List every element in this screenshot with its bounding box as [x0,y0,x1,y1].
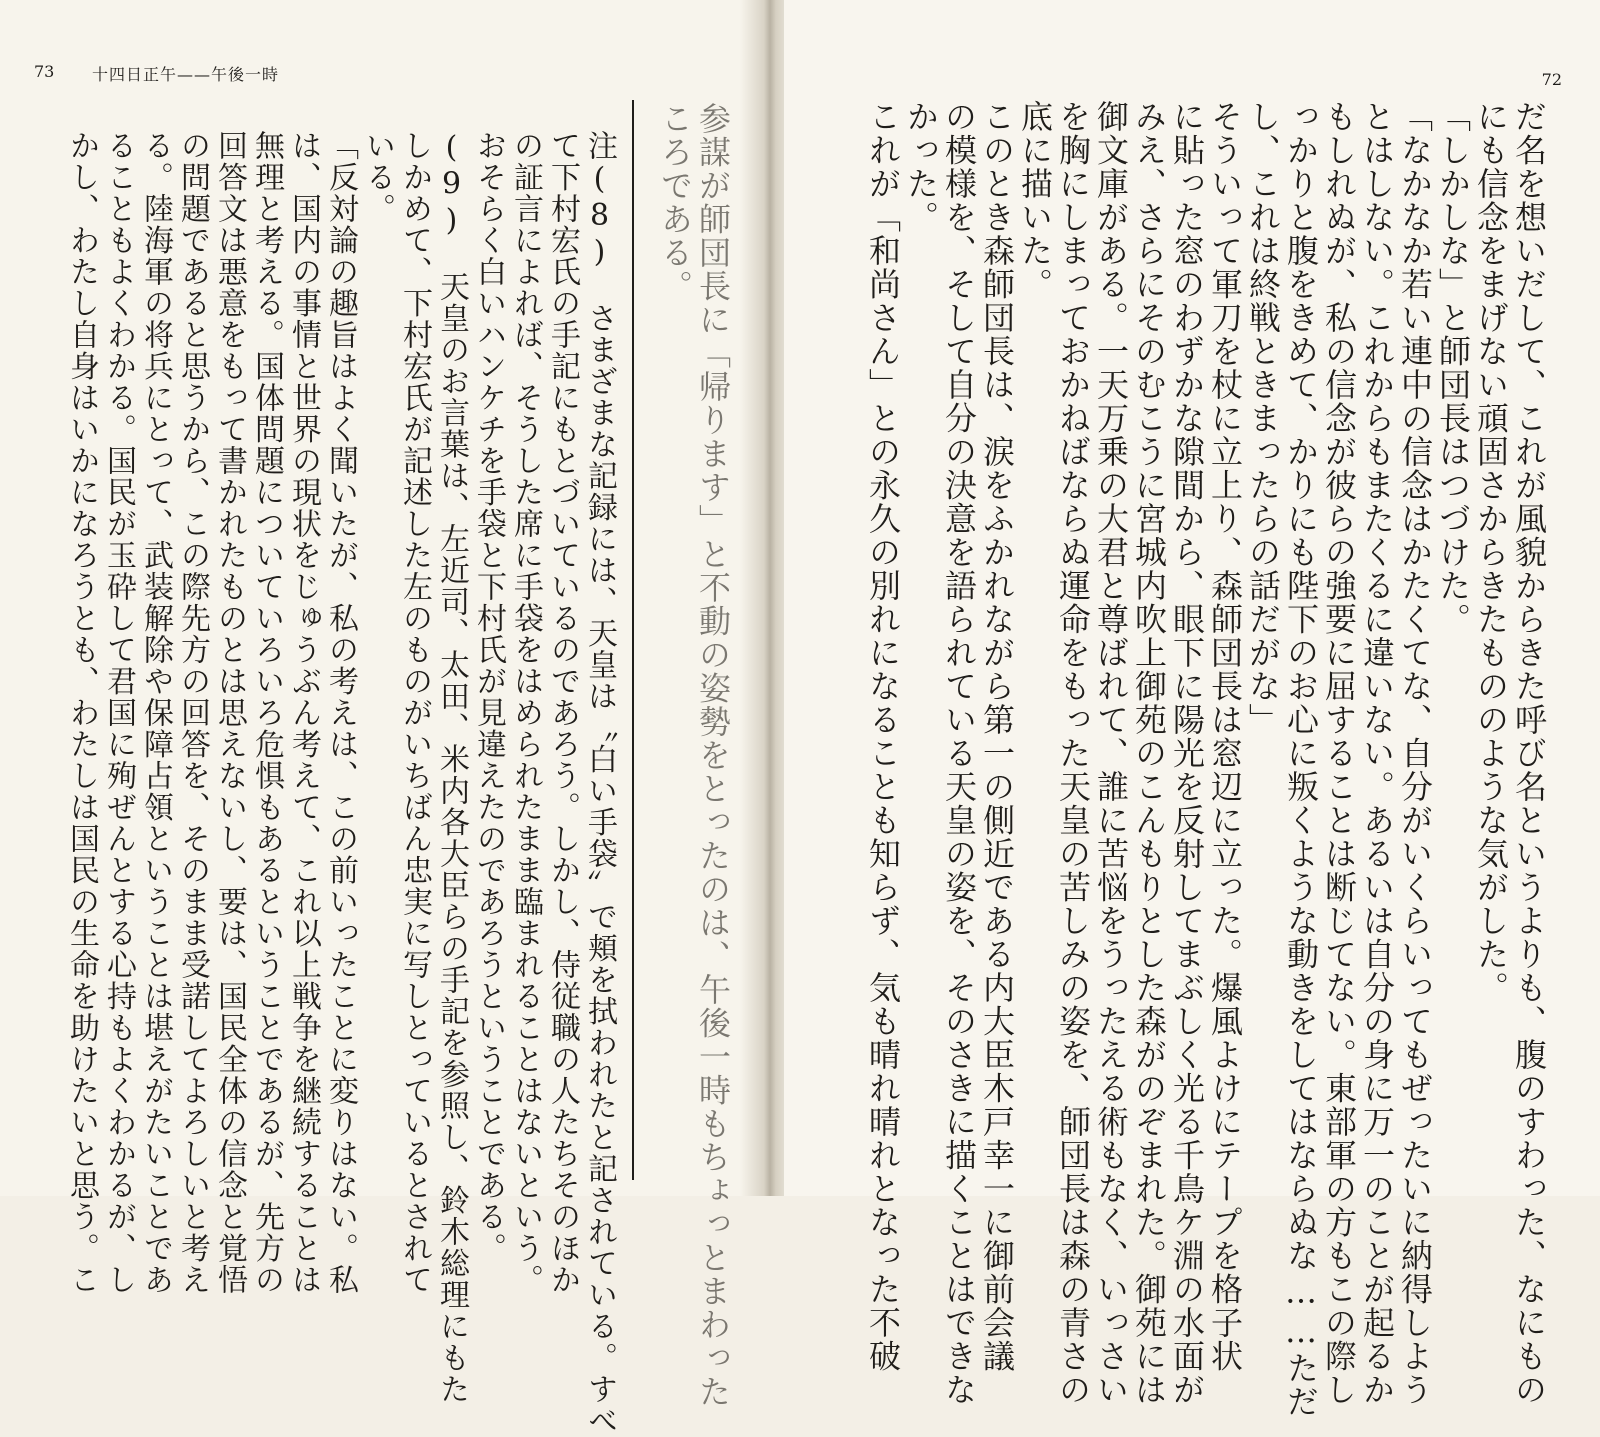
text-line: だ名を想いだして、これが風貌からきた呼び名というよりも、腹のすわった、なにもの [1510,100,1548,1407]
note-line: かし、わたし自身はいかになろうとも、わたしは国民の生命を助けたいと思う。こ [64,130,99,1296]
text-line: を胸にしまっておかねばならぬ運命をもった天皇の苦しみの姿を、師団長は森の青さの [1054,100,1092,1407]
text-line: かった。 [902,100,940,234]
note-line: ることもよくわかる。国民が玉砕して君国に殉ぜんとする心持もよくわかるが、し [101,130,136,1296]
text-line: にも信念をまげない頑固さからきたもののような気がした。 [1472,100,1510,1005]
note-line: 回答文は悪意をもって書かれたものとは思えないし、要は、国民全体の信念と覚悟 [212,130,247,1296]
text-line: し、これは終戦ときまったらの話だがな」 [1244,100,1282,737]
carryover-text [656,102,732,1409]
note-line: おそらく白いハンケチを手袋と下村氏が見違えたのであろうということである。 [471,130,506,1264]
note-line: は、国内の事情と世界の現状をじゅうぶん考えて、これ以上戦争を継続することは [286,130,321,1296]
note-line: て下村宏氏の手記にもとづいているのであろう。しかし、侍従職の人たちそのほか [545,130,580,1296]
text-line: とはしない。これからもまたくるに違いない。あるいは自分の身に万一のことが起るか [1358,100,1396,1407]
note-line: の問題であると思うから、この際先方の回答を、そのまま受諾してよろしいと考え [175,130,210,1296]
note-line: 「反対論の趣旨はよく聞いたが、私の考えは、この前いったことに変りはない。私 [323,130,358,1296]
text-line: もしれぬが、私の信念が彼らの強要に屈することは断じてない。東部軍の方もこの際し [1320,100,1358,1407]
text-line: の模様を、そして自分の決意を語られている天皇の姿を、そのさきに描くことはできな [940,100,978,1407]
note-line: 注(8) さまざまな記録には、天皇は〝白い手袋〟で頬を拭われたと記されている。すべ [582,130,617,1437]
note-line: る。陸海軍の将兵にとって、武装解除や保障占領ということは堪えがたいことであ [138,130,173,1296]
text-line: みえ、さらにそのむこうに宮城内吹上御苑のこんもりとした森がのぞまれた。御苑には [1130,100,1168,1407]
running-head: 十四日正午——午後一時 [92,65,280,84]
note-line: いる。 [360,130,395,225]
carryover-line: ころである。 [656,102,694,303]
text-line: 御文庫がある。一天万乗の大君と尊ばれて、誰に苦悩をうったえる術もなく、いっさい [1092,100,1130,1407]
note-line: しかめて、下村宏氏が記述した左のものがいちばん忠実に写しとっているとされて [397,130,432,1296]
text-line: 「しかしな」と師団長はつづけた。 [1434,100,1472,636]
note-line: の証言によれば、そうした席に手袋をはめられたまま臨まれることはないという。 [508,130,543,1296]
right-page [784,0,1600,1419]
right-page-number: 72 [1541,70,1562,89]
text-line: っかりと腹をきめて、かりにも陛下のお心に叛くような動きをしてはならぬな……ただ [1282,100,1320,1419]
notes-block [63,130,618,1437]
text-line: 「なかなか若い連中の信念はかたくてな、自分がいくらいってもぜったいに納得しよう [1396,100,1434,1407]
text-line: そういって軍刀を杖に立上り、森師団長は窓辺に立った。爆風よけにテープを格子状 [1206,100,1244,1373]
carryover-line: 参謀が師団長に「帰ります」と不動の姿勢をとったのは、午後一時もちょっとまわった [694,102,732,1409]
text-line: これが「和尚さん」との永久の別れになることも知らず、気も晴れ晴れとなった不破 [864,100,902,1373]
text-line: このとき森師団長は、涙をふかれながら第一の側近である内大臣木戸幸一に御前会議 [978,100,1016,1373]
left-page [0,0,768,1437]
notes-divider [632,100,634,1180]
note-line: 無理と考える。国体問題についていろいろ危惧もあるということであるが、先方の [249,130,284,1296]
text-line: に貼った窓のわずかな隙間から、眼下に陽光を反射してまぶしく光る千鳥ケ淵の水面が [1168,100,1206,1407]
left-page-number: 73 [34,62,55,81]
main-text [864,100,1548,1419]
note-line: (9) 天皇のお言葉は、左近司、太田、米内各大臣らの手記を参照し、鈴木総理にもた [434,130,469,1405]
text-line: 底に描いた。 [1016,100,1054,301]
